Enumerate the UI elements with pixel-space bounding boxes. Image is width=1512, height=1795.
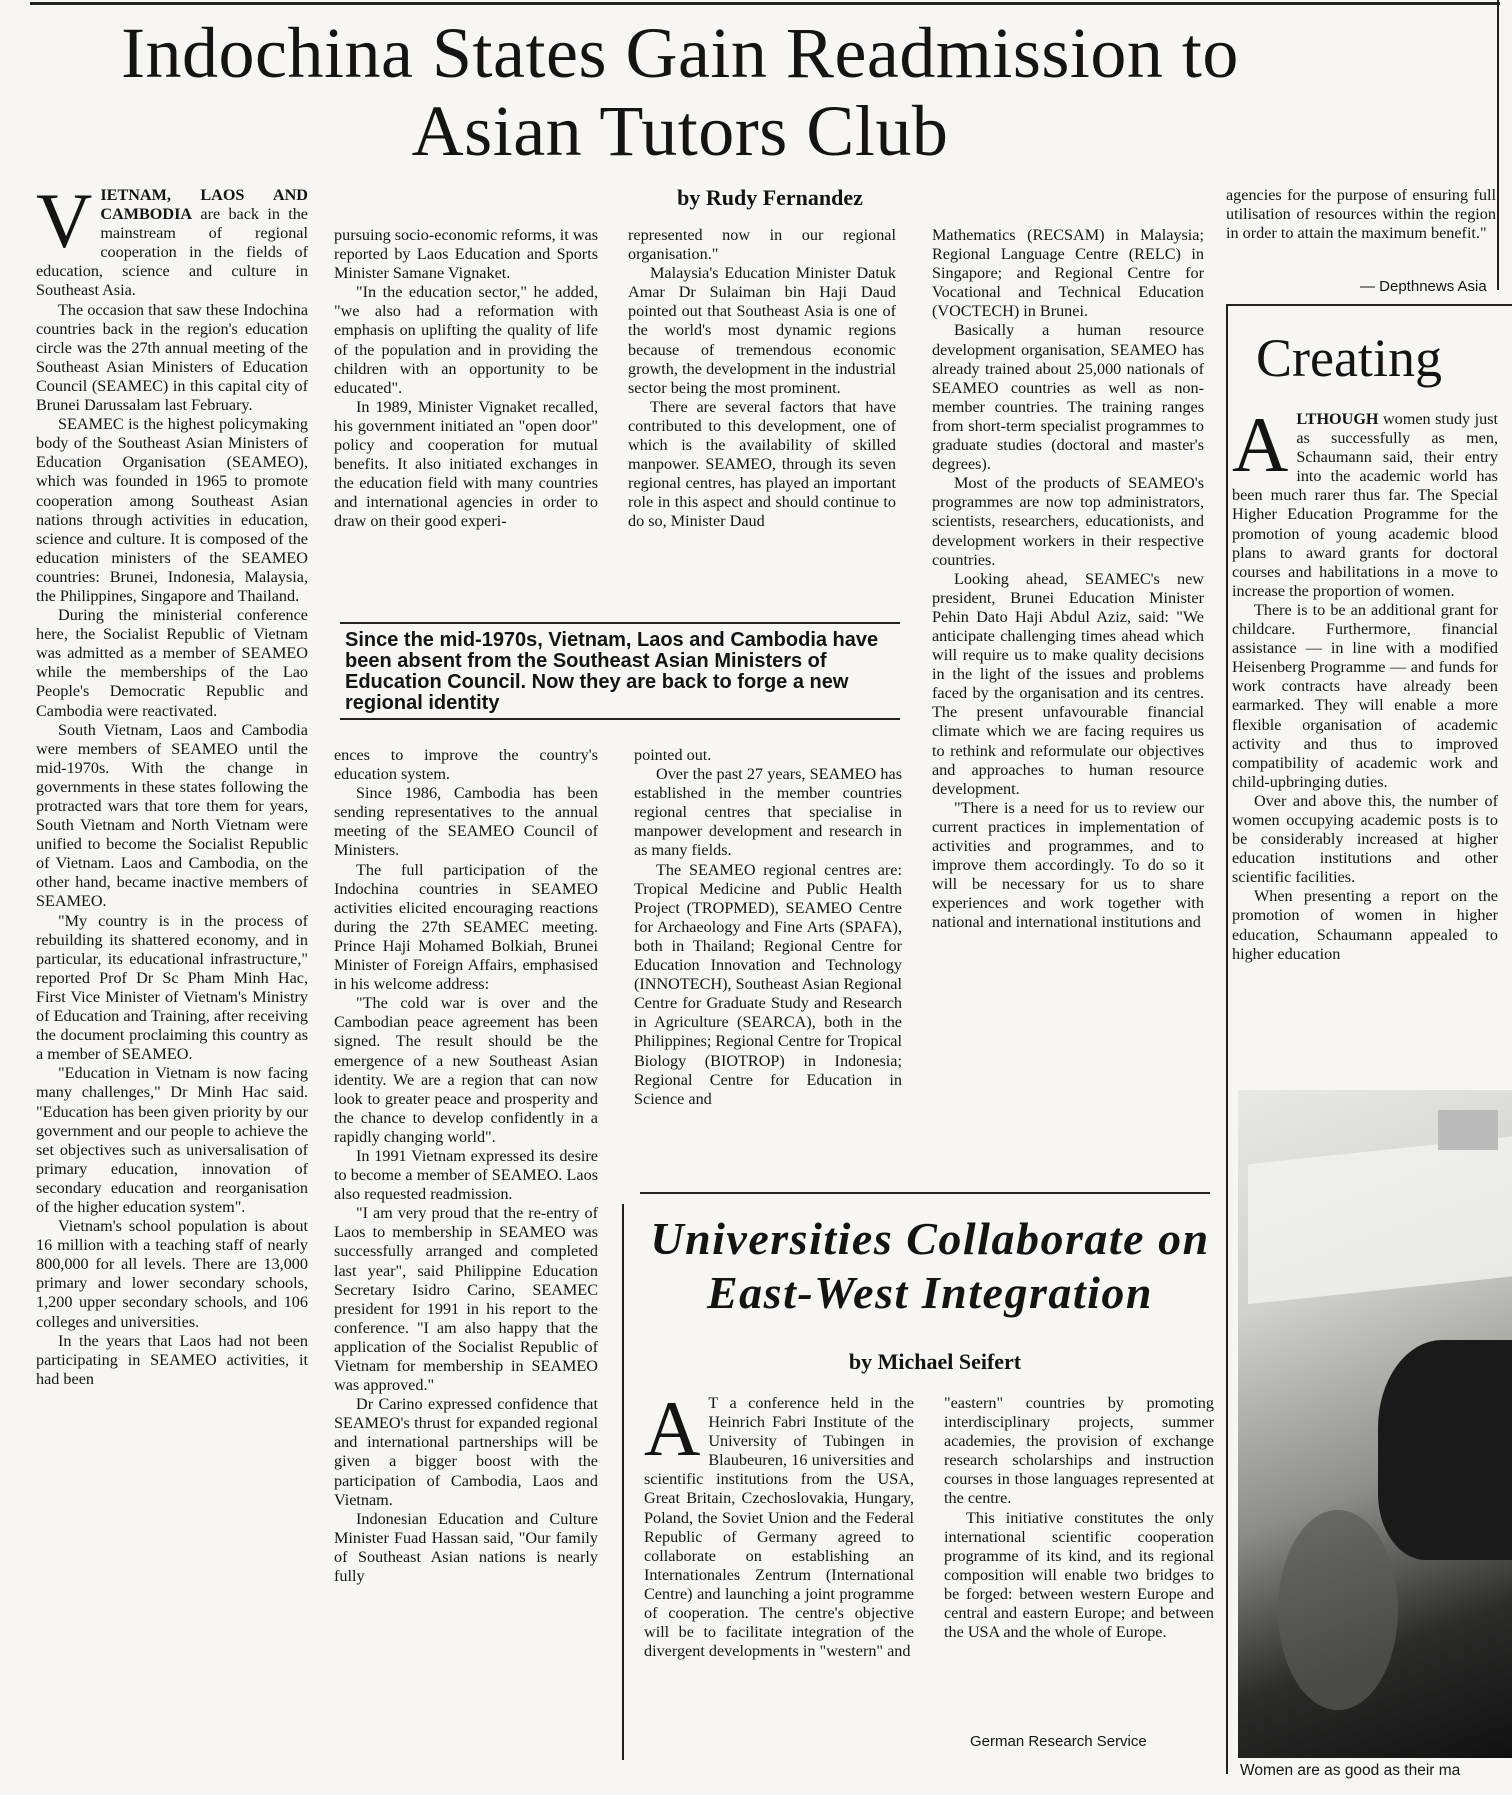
paragraph: pointed out. — [634, 746, 712, 764]
pull-quote-rule-top — [340, 622, 900, 624]
paragraph: The occasion that saw these Indochina countries back in the region's education circle was the 27th annual meeting of the Southeast Asian Ministers of Education Council (SEAMEC) in this capital city of Brunei Darussalam last February. — [36, 300, 308, 415]
paragraph: pursuing socio-economic reforms, it was reported by Laos Education and Sports Minister Samane Vignaket. — [334, 226, 598, 283]
paragraph: There is to be an additional grant for childcare. Furthermore, financial assistance — in line with a modified Heisenberg Programme — and funds for work contracts have already been earmarked. They will enable a more flexible organisation of academic activity and thus to improved compatibility of academic work and child-upbringing duties. — [1232, 600, 1498, 791]
side-headline-fragment: Creating — [1256, 328, 1442, 388]
main-lead-caps: IETNAM, LAOS AND CAMBODIA — [100, 186, 308, 224]
paragraph: Vietnam's school population is about 16 million with a teaching staff of nearly 800,000 for all levels. There are 13,000 primary and lower secondary schools, 1,200 upper secondary schools, and 106 colleges and universities. — [36, 1217, 308, 1331]
main-dropcap: V — [36, 186, 93, 264]
paragraph: "In the education sector," he added, "we also had a reformation with emphasis on uplifting the quality of life of the population and in providing the children with an opportunity to be educated". — [334, 283, 598, 397]
side-lead-caps: LTHOUGH — [1296, 410, 1379, 428]
paragraph: Over and above this, the number of women occupying academic posts is to be considerably increased at higher education institutions and other scientific facilities. — [1232, 791, 1498, 887]
paragraph: South Vietnam, Laos and Cambodia were members of SEAMEO until the mid-1970s. With the change in governments in these states following the protracted wars that tore them for years, South Vietnam and North Vietnam were unified to become the Socialist Republic of Vietnam. Laos and Cambodia, on the other hand, became inactive members of SEAMEO. — [36, 720, 308, 911]
third-byline: by Michael Seifert — [848, 1349, 1022, 1374]
main-column-4 — [932, 226, 1204, 1178]
paragraph: In 1989, Minister Vignaket recalled, his government initiated an "open door" policy and cooperation for mutual benefits. It also initiated exchanges in the education field with many countries and international agencies in order to draw on their good experi- — [334, 397, 598, 531]
main-column-2-top — [334, 226, 598, 608]
paragraph: Looking ahead, SEAMEC's new president, Brunei Education Minister Pehin Dato Haji Abdul Aziz, said: "We anticipate challenging times ahead which will require us to make quality decisions in the light of the issues and problems faced by the organisation and its centres. The present unfavourable financial climate which we are facing requires us to rethink and reformulate our objectives and approaches to human resource development. — [932, 569, 1204, 798]
side-article-rule-top — [1226, 304, 1512, 306]
paragraph: ences to improve the country's education system. — [334, 746, 598, 784]
paragraph: Since 1986, Cambodia has been sending representatives to the annual meeting of the SEAMEO Council of Ministers. — [334, 784, 598, 860]
paragraph: "I am very proud that the re-entry of Laos to membership in SEAMEO was successfully arranged and completed last year", said Philippine Education Secretary Isidro Carino, SEAMEC president for 1991 in his report to the conference. "I am also happy that the application of the Socialist Republic of Vietnam for membership in SEAMEO was approved." — [334, 1204, 598, 1395]
photo-caption: Women are as good as their ma — [1240, 1762, 1461, 1779]
third-lead-text: T a conference held in the Heinrich Fabri Institute of the University of Tubingen in Blaubeuren, 16 universities and scientific institutions from the USA, Great Britain, Czechoslovakia, Hungary, Poland, the Soviet Union and the Federal Republic of Germany agreed to collaborate on establishing an Internationales Zentrum (International Centre) and launching a joint programme of cooperation. The centre's objective will be to facilitate integration of the divergent developments in "western" and — [644, 1394, 914, 1661]
third-article-rule-top — [640, 1192, 1210, 1194]
paragraph: Basically a human resource development organisation, SEAMEO has already trained about 25,000 nationals of SEAMEO countries as well as non-member countries. The training ranges from short-term specialist programmes to graduate studies (doctoral and master's degrees). — [932, 321, 1204, 474]
side-lead-text: women study just as successfully as men, Schaumann said, their entry into the academic world has been much rarer thus far. The Special Higher Education Programme for the promotion of young academic blood plans to award grants for doctoral courses and habilitations in a move to increase the proportion of women. — [1232, 410, 1498, 600]
side-dropcap: A — [1232, 410, 1289, 488]
main-column-2-bottom — [334, 746, 598, 1764]
paragraph: Dr Carino expressed confidence that SEAMEO's thrust for expanded regional and international partnerships will be given a bigger boost with the participation of Cambodia, Laos and Vietnam. — [334, 1395, 598, 1509]
third-column-1 — [644, 1394, 914, 1770]
paragraph: Over the past 27 years, SEAMEO has established in the member countries regional centres that specialise in manpower development and research in as many fields. — [634, 765, 902, 860]
main-headline: Indochina States Gain Readmission to Asian Tutors Club — [121, 13, 1239, 171]
paragraph: agencies for the purpose of ensuring full utilisation of resources within the region in order to attain the maximum benefit." — [1226, 186, 1496, 243]
third-column-2 — [944, 1394, 1214, 1726]
right-edge-rule — [1497, 0, 1499, 290]
main-column-5-top — [1226, 186, 1496, 282]
paragraph: In 1991 Vietnam expressed its desire to become a member of SEAMEO. Laos also requested readmission. — [334, 1146, 598, 1204]
pull-quote: Since the mid-1970s, Vietnam, Laos and Cambodia have been absent from the Southeast Asian Ministers of Education Council. Now they are back to forge a new regional identity — [345, 629, 879, 714]
paragraph: represented now in our regional organisation." — [628, 226, 896, 264]
main-column-3-bottom — [634, 746, 902, 1178]
paragraph: There are several factors that have contributed to this development, one of which is the availability of skilled manpower. SEAMEO, through its seven regional centres, has played an important role in this aspect and should continue to do so, Minister Daud — [628, 397, 896, 531]
paragraph: Indonesian Education and Culture Minister Fuad Hassan said, "Our family of Southeast Asian nations is nearly fully — [334, 1509, 598, 1586]
paragraph: Malaysia's Education Minister Datuk Amar Dr Sulaiman bin Haji Daud pointed out that Southeast Asia is one of the world's most dynamic regions because of tremendous economic growth, the development in the industrial sector being the most prominent. — [628, 264, 896, 397]
side-article-text — [1232, 410, 1498, 1076]
paragraph: SEAMEC is the highest policymaking body of the Southeast Asian Ministers of Education Organisation (SEAMEO), which was founded in 1965 to promote cooperation among Southeast Asian nations through activities in education, science and culture. It is composed of the education ministers of the SEAMEO countries: Brunei, Indonesia, Malaysia, the Philippines, Singapore and Thailand. — [36, 415, 308, 605]
paragraph: During the ministerial conference here, the Socialist Republic of Vietnam was admitted as a member of SEAMEO while the memberships of the Lao People's Democratic Republic and Cambodia were reactivated. — [36, 606, 308, 720]
paragraph: In the years that Laos had not been participating in SEAMEO activities, it had been — [36, 1331, 308, 1388]
paragraph: The full participation of the Indochina countries in SEAMEO activities elicited encouraging reactions during the 27th SEAMEC meeting. Prince Haji Mohamed Bolkiah, Brunei Minister of Foreign Affairs, emphasised in his welcome address: — [334, 860, 598, 994]
side-article-rule-left — [1226, 304, 1228, 1774]
paragraph: "Education in Vietnam is now facing many challenges," Dr Minh Hac said. "Education has been given priority by our government and our people to achieve the set objectives such as universalisation of primary education, innovation of secondary education and reorganisation of the higher education system". — [36, 1064, 308, 1216]
paragraph: "My country is in the process of rebuilding its shattered economy, and in particular, its educational infrastructure," reported Prof Dr Sc Pham Minh Hac, First Vice Minister of Vietnam's Ministry of Education and Training, after receiving the document proclaiming this country as a member of SEAMEO. — [36, 911, 308, 1064]
paragraph: "eastern" countries by promoting interdisciplinary projects, summer academies, the provision of exchange research scholarships and instruction courses in those languages represented at the centre. — [944, 1394, 1214, 1508]
main-lead-text: are back in the mainstream of regional cooperation in the fields of education, science and culture in Southeast Asia. — [36, 205, 308, 300]
third-headline: Universities Collaborate on East-West Integration — [650, 1213, 1210, 1318]
paragraph: This initiative constitutes the only international scientific cooperation programme of its kind, and its regional composition will enable two bridges to be forged: between western Europe and central and eastern Europe; and between the USA and the whole of Europe. — [944, 1508, 1214, 1642]
main-credit: — Depthnews Asia — [1360, 278, 1487, 295]
main-column-3-top — [628, 226, 896, 608]
paragraph: When presenting a report on the promotion of women in higher education, Schaumann appealed to higher education — [1232, 887, 1498, 963]
paragraph: Most of the products of SEAMEO's programmes are now top administrators, scientists, researchers, educationists, and development workers in their respective countries. — [932, 474, 1204, 569]
top-border-rule — [30, 2, 1500, 5]
paragraph: The SEAMEO regional centres are: Tropical Medicine and Public Health Project (TROPMED), SEAMEO Centre for Archaeology and Fine Arts (SPAFA), both in Thailand; Regional Centre for Education Innovation and Technology (INNOTECH), Southeast Asian Regional Centre for Graduate Study and Research in Agriculture (SEARCA), both in the Philippines; Regional Centre for Tropical Biology (BIOTROP) in Indonesia; Regional Centre for Education in Science and — [634, 860, 902, 1108]
main-byline: by Rudy Fernandez — [677, 185, 863, 210]
main-column-1 — [36, 186, 308, 1766]
paragraph: "There is a need for us to review our current practices in implementation of activities and programmes, and to improve them accordingly. To do so it will be necessary for us to share experiences and work together with national and international institutions and — [932, 798, 1204, 932]
paragraph: "The cold war is over and the Cambodian peace agreement has been signed. The result should be the emergence of a new Southeast Asian identity. We are a region that can now look to greater peace and prosperity and the chance to develop confidently in a rapidly changing world". — [334, 994, 598, 1146]
third-credit: German Research Service — [970, 1733, 1147, 1750]
paragraph: Mathematics (RECSAM) in Malaysia; Regional Language Centre (RELC) in Singapore; and Regional Centre for Vocational and Technical Education (VOCTECH) in Brunei. — [932, 226, 1204, 321]
pull-quote-rule-bottom — [340, 718, 900, 720]
women-photo — [1238, 1090, 1512, 1758]
third-dropcap: A — [644, 1394, 701, 1472]
third-article-rule-left — [622, 1204, 624, 1760]
